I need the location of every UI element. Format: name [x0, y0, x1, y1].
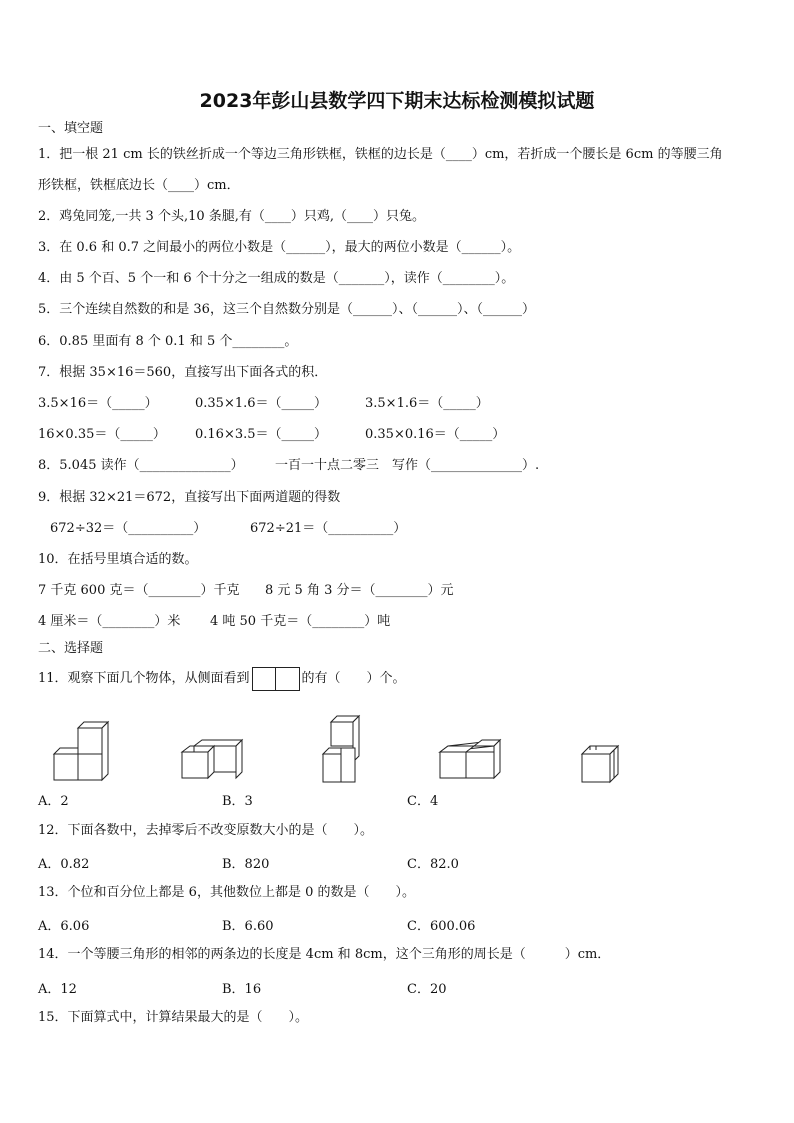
section-fill-blank: 一、填空题 [38, 121, 104, 136]
question-4: 4．由 5 个百、5 个一和 6 个十分之一组成的数是（_______），读作（________）。 [38, 271, 515, 286]
question-1-line-1: 1．把一根 21 cm 长的铁丝折成一个等边三角形铁框，铁框的边长是（____）cm，若折成一个腰长是 6cm 的等腰三角 [38, 147, 723, 162]
q11-option-b[interactable]: B．3 [222, 794, 253, 809]
q12-option-a[interactable]: A．0.82 [38, 857, 90, 872]
q13-option-c[interactable]: C．600.06 [407, 919, 476, 934]
question-13: 13．个位和百分位上都是 6，其他数位上都是 0 的数是（ ）。 [38, 885, 415, 900]
q12-option-c[interactable]: C．82.0 [407, 857, 459, 872]
q14-option-c[interactable]: C．20 [407, 982, 447, 997]
q7-item: 0.16×3.5＝（_____） [195, 427, 328, 442]
cube-figure-3 [321, 714, 365, 784]
q11-text-a: 11．观察下面几个物体，从侧面看到 [38, 671, 250, 686]
question-9: 9．根据 32×21＝672，直接写出下面两道题的得数 [38, 490, 341, 505]
question-8-part-a: 8．5.045 读作（______________） [38, 458, 244, 473]
question-8-part-b: 一百一十点二零三 写作（______________）. [275, 458, 540, 473]
q7-item: 3.5×16＝（_____） [38, 396, 158, 411]
q14-option-b[interactable]: B．16 [222, 982, 262, 997]
q11-option-a[interactable]: A．2 [38, 794, 69, 809]
cube-figure-4 [438, 738, 504, 784]
cube-figure-5 [580, 742, 622, 784]
question-11 [38, 666, 406, 692]
q10-item: 8 元 5 角 3 分＝（________）元 [265, 583, 454, 598]
question-7: 7．根据 35×16＝560，直接写出下面各式的积． [38, 365, 328, 380]
q7-item: 3.5×1.6＝（_____） [365, 396, 489, 411]
question-2: 2．鸡兔同笼,一共 3 个头,10 条腿,有（____）只鸡,（____）只兔。 [38, 209, 426, 224]
question-15: 15．下面算式中，计算结果最大的是（ ）。 [38, 1010, 309, 1025]
cube-figures [38, 706, 758, 784]
q7-item: 16×0.35＝（_____） [38, 427, 166, 442]
q13-option-a[interactable]: A．6.06 [38, 919, 90, 934]
q9-item: 672÷32＝（__________） [50, 521, 207, 536]
section-multiple-choice: 二、选择题 [38, 641, 104, 656]
cube-figure-2 [180, 738, 246, 784]
q7-item: 0.35×1.6＝（_____） [195, 396, 328, 411]
q11-option-c[interactable]: C．4 [407, 794, 439, 809]
question-12: 12．下面各数中，去掉零后不改变原数大小的是（ ）。 [38, 823, 374, 838]
question-3: 3．在 0.6 和 0.7 之间最小的两位小数是（______），最大的两位小数是（______）。 [38, 240, 521, 255]
q13-option-b[interactable]: B．6.60 [222, 919, 274, 934]
q7-item: 0.35×0.16＝（_____） [365, 427, 506, 442]
q10-item: 4 厘米＝（________）米 [38, 614, 181, 629]
page-title: 2023年彭山县数学四下期末达标检测模拟试题 [199, 90, 595, 112]
q12-option-b[interactable]: B．820 [222, 857, 270, 872]
q11-text-b: 的有（ ）个。 [301, 671, 406, 686]
question-14: 14．一个等腰三角形的相邻的两条边的长度是 4cm 和 8cm，这个三角形的周长是（ ）cm． [38, 947, 611, 962]
q14-option-a[interactable]: A．12 [38, 982, 77, 997]
cube-figure-1 [46, 720, 116, 784]
question-5: 5．三个连续自然数的和是 36，这三个自然数分别是（______）、（______）、（______） [38, 302, 535, 317]
question-1-line-2: 形铁框，铁框底边长（____）cm． [38, 178, 240, 193]
question-10: 10．在括号里填合适的数。 [38, 552, 198, 567]
side-view-figure [252, 667, 300, 691]
q9-item: 672÷21＝（__________） [250, 521, 407, 536]
q10-item: 4 吨 50 千克＝（________）吨 [210, 614, 391, 629]
q10-item: 7 千克 600 克＝（________）千克 [38, 583, 240, 598]
question-6: 6．0.85 里面有 8 个 0.1 和 5 个________。 [38, 334, 298, 349]
